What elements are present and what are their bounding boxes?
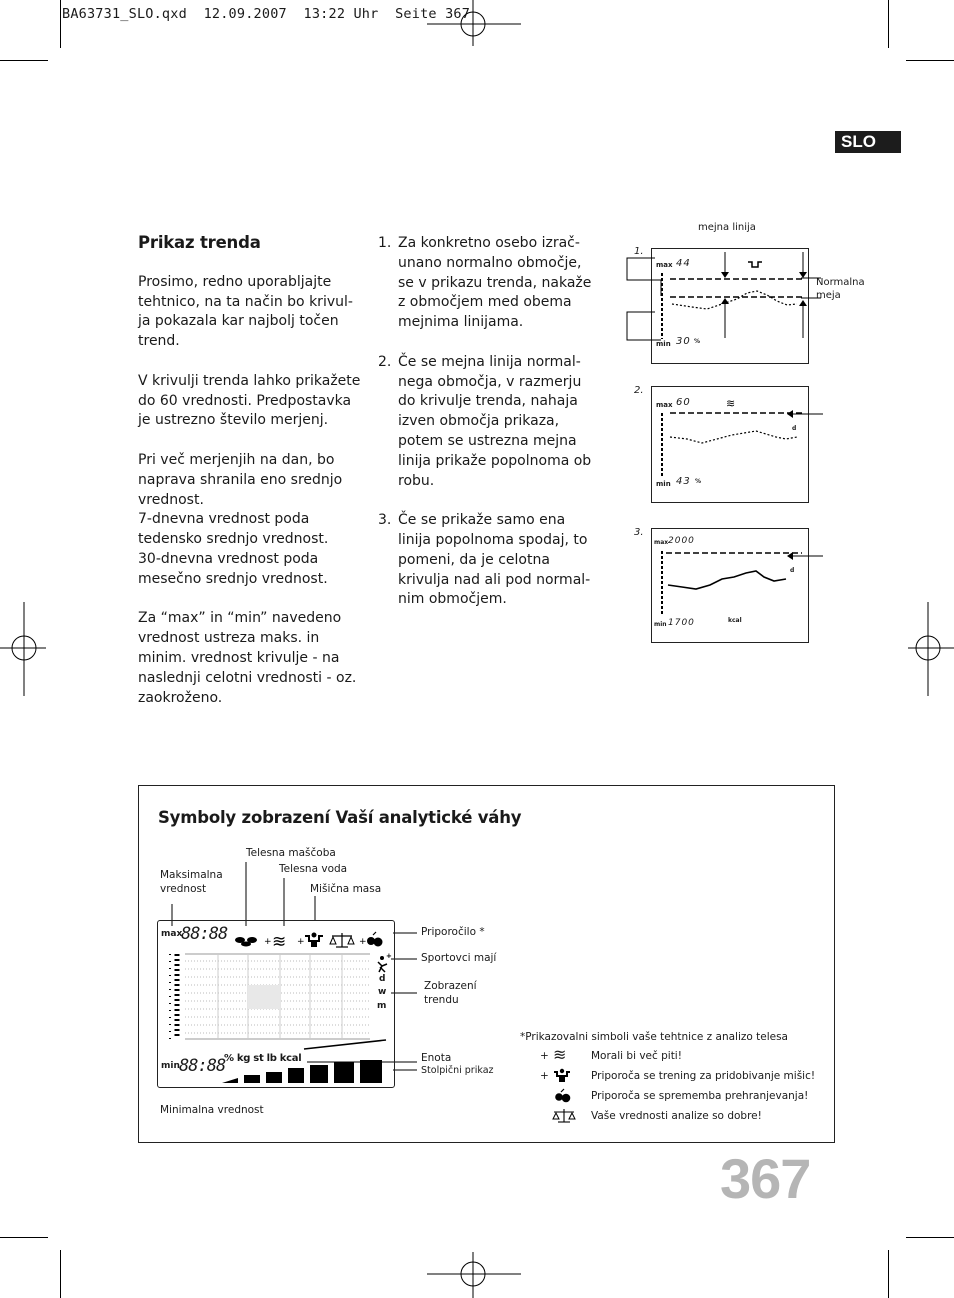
diagram-3-number: 3. — [634, 527, 644, 538]
trend-section — [138, 233, 363, 728]
symbols-title: Symboly zobrazení Vaší analytické váhy — [158, 808, 522, 827]
diagram-1-arrows — [625, 248, 825, 348]
label-enota: Enota — [421, 1052, 452, 1064]
language-tab: SLO — [835, 131, 901, 153]
paragraph-2: V krivulji trenda lahko prikažete do 60 vrednosti. Predpostavka je ustrezno število merjenj. — [138, 372, 361, 429]
legend-item: Vaše vrednosti analize so dobre! — [539, 1108, 829, 1128]
label-normalna-meja: Normalna meja — [816, 277, 865, 301]
fruit-icon — [553, 1088, 575, 1104]
diagram-1-display: max 44 min 30 % — [651, 248, 809, 364]
diagram-3-arrow — [785, 546, 825, 566]
label-sportovci: Sportovci mají — [421, 952, 497, 964]
svg-text:+: + — [297, 937, 305, 947]
bar-graph — [222, 1060, 382, 1083]
svg-text:+: + — [386, 952, 392, 960]
legend-item: + ≋ Morali bi več piti! — [540, 1045, 682, 1064]
file-header: BA63731_SLO.qxd 12.09.2007 13:22 Uhr Seite 367 — [62, 6, 471, 22]
lcd-min-label: min — [161, 1061, 180, 1071]
water-icon: ≋ — [553, 1045, 567, 1064]
label-maksimalna: Maksimalna vrednost — [160, 869, 223, 895]
lcd-graphics — [158, 921, 394, 1087]
body-water-icon — [264, 932, 286, 952]
paragraph-3: Pri več merjenjih na dan, bo naprava shranila eno srednjo vrednost. 7-dnevna vrednost poda tedensko srednjo vrednost. 30-dnevna vrednost poda mesečno srednjo vrednost. — [138, 451, 343, 587]
body-fat-icon — [235, 937, 257, 947]
label-voda: Telesna voda — [279, 863, 348, 875]
muscle-icon — [551, 1068, 575, 1084]
list-item: 3. Če se prikaže samo ena linija popolnoma spodaj, to pomeni, da je celotna krivulja nad ali pod normal-nim območjem. — [378, 512, 591, 608]
diagram-1-number: 1. — [634, 246, 644, 257]
diagram-2-display: max 60 min 43 % d ≋ — [651, 386, 809, 503]
list-item: 2. Če se mejna linija normal-nega območja, v razmerju do krivulje trenda, nahaja izven območja prikaza, potem se ustrezna mejna linija prikaže popolnoma ob robu. — [378, 353, 592, 489]
label-zobrazeni: Zobrazení trendu — [424, 980, 477, 1006]
svg-text:≋: ≋ — [726, 397, 736, 410]
fruit-icon — [359, 932, 383, 947]
label-mejna-linija: mejna linija — [698, 222, 756, 233]
scale-balance-icon — [330, 933, 354, 947]
lcd-d: d — [379, 974, 386, 984]
legend-item: + Priporoča se trening za pridobivanje mišic! — [540, 1070, 816, 1082]
scale-lcd-display — [157, 920, 395, 1088]
label-stolpicni: Stolpični prikaz — [421, 1065, 494, 1076]
lcd-max-digits: 88:88 — [181, 924, 228, 944]
legend-title: *Prikazovalni simboli vaše tehtnice z analizo telesa — [520, 1031, 788, 1043]
label-minimalna: Minimalna vrednost — [160, 1104, 264, 1116]
label-priporocilo: Priporočilo * — [421, 926, 485, 938]
legend-item: Priporoča se sprememba prehranjevanja! — [539, 1088, 829, 1108]
svg-text:+: + — [264, 937, 272, 947]
paragraph-4: Za “max” in “min” navedeno vrednost ustreza maks. in minim. vrednost krivulje - na naslednji celotni vrednosti - oz. zaokroženo. — [138, 610, 357, 706]
paragraph-1: Prosimo, redno uporabljajte tehtnico, na ta način bo krivul-ja pokazala kar najbolj točen trend. — [138, 273, 353, 350]
registration-mark-bottom — [425, 1250, 525, 1298]
diagram-2-number: 2. — [634, 385, 644, 396]
lcd-min-digits: 88:88 — [179, 1056, 226, 1076]
section-title: Prikaz trenda — [138, 233, 261, 252]
muscle-mass-icon — [297, 933, 323, 948]
label-mascoba: Telesna maščoba — [246, 847, 336, 859]
registration-mark-right — [904, 600, 954, 700]
lcd-w: w — [378, 987, 387, 997]
lcd-max-label: max — [161, 929, 183, 939]
scale-balance-icon — [552, 1108, 578, 1124]
lcd-m: m — [377, 1001, 387, 1011]
list-item: 1. Za konkretno osebo izrač-unano normalno območje, se v prikazu trenda, nakaže z območjem med obema mejnima linijama. — [378, 235, 592, 331]
svg-text:≋: ≋ — [272, 932, 287, 952]
label-misicna: Mišična masa — [310, 883, 382, 895]
numbered-list — [378, 234, 600, 630]
page-number: 367 — [720, 1147, 811, 1210]
svg-text:+: + — [359, 937, 367, 947]
diagram-2-arrow — [785, 404, 825, 424]
athlete-icon — [378, 952, 392, 972]
registration-mark-top — [425, 0, 525, 50]
lcd-units: % kg st lb kcal — [224, 1053, 302, 1064]
symbols-box — [138, 785, 835, 1143]
diagram-3-display: max 2000 min 1700 kcal d — [651, 528, 809, 643]
registration-mark-left — [0, 600, 50, 700]
